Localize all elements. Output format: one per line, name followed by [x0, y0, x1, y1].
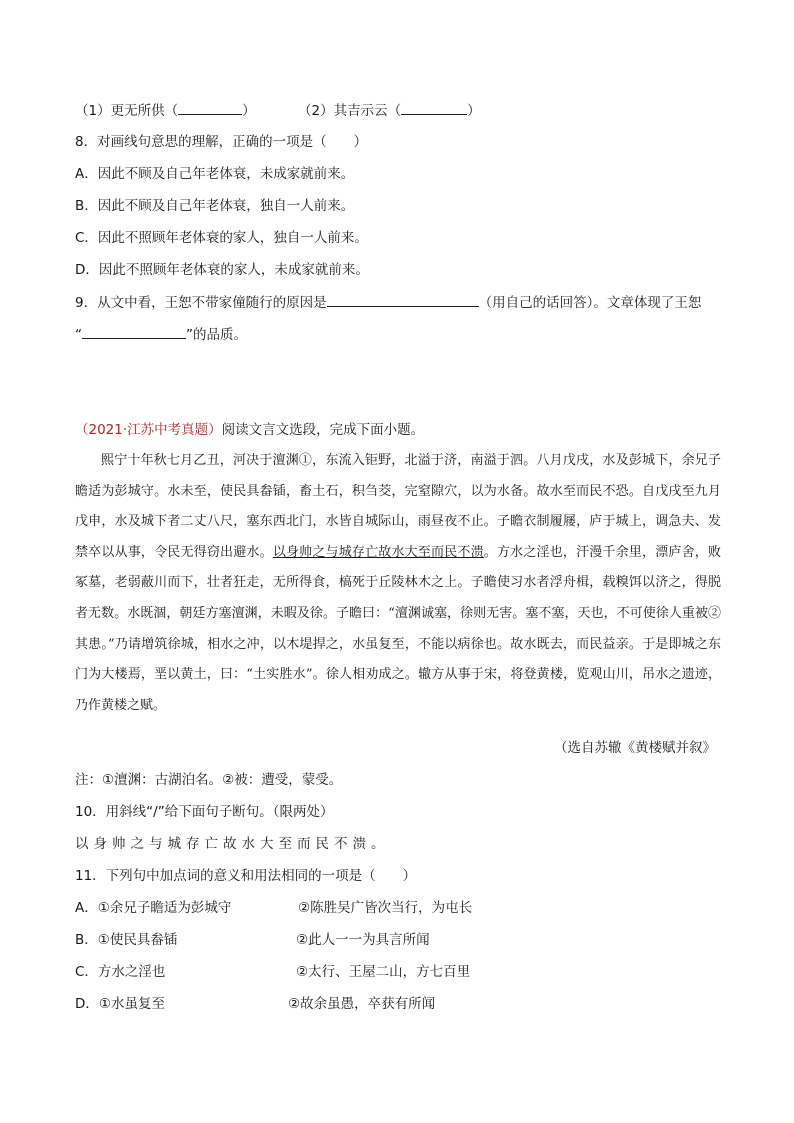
passage-source: （选自苏辙《黄楼赋并叙》	[554, 740, 716, 756]
answer-blank[interactable]	[327, 292, 479, 307]
q10-stem: 10．用斜线“/”给下面句子断句。（限两处）	[75, 804, 334, 820]
q8-option-b[interactable]: B．因此不顾及自己年老体衰，独自一人前来。	[75, 198, 355, 214]
q11-b-part1: B．①使民具畚锸	[75, 932, 178, 948]
answer-blank[interactable]	[82, 324, 186, 339]
section-intro: 阅读文言文选段，完成下面小题。	[221, 422, 425, 438]
q7-items	[75, 100, 256, 121]
section-heading	[75, 420, 424, 440]
underlined-sentence: 以身帅之与城存亡故水大至而民不溃	[272, 544, 484, 560]
passage-text: 熙宁十年秋七月乙丑，河决于澶渊①，东流入钜野，北溢于济，南溢于泗。八月戊戌，水及彭城下，余兄子瞻适为彭城守。水未至，使民具畚锸，畜土石，积刍茭，完窒隙穴，以为水备。故水至而民不恐。自戊戌至九月戊申，水及城下者二丈八尺，塞东西北门，水皆自城际山，雨昼夜不止。子瞻衣制履屦，庐于城上，调急夫、发禁卒以从事，令民无得窃出避水。	[75, 453, 721, 560]
annotation-note: 注：①澶渊：古湖泊名。②被：遭受，蒙受。	[75, 772, 343, 788]
q11-a-part2: ②陈胜吴广皆次当行，为屯长	[298, 900, 473, 916]
q9-quote-open: “	[75, 327, 82, 343]
q8-option-d[interactable]: D．因此不照顾年老体衰的家人，未成家就前来。	[75, 262, 369, 278]
q11-c-part2: ②太行、王屋二山，方七百里	[296, 964, 471, 980]
answer-blank[interactable]	[178, 100, 242, 115]
passage-text-continued: 。方水之淫也，汗漫千余里，漂庐舍，败冢墓，老弱蔽川而下，壮者狂走，无所得食，槁死于丘陵林木之上。子瞻使习水者浮舟楫，载糗饵以济之，得脱者无数。水既涸，朝廷方塞澶渊，未暇及徐。子瞻曰：“澶渊诚塞，徐则无害。塞不塞，天也，不可使徐人重被②其患。”乃请增筑徐城，相水之冲，以木堤捍之，水虽复至，不能以病徐也。故水既去，而民益亲。于是即城之东门为大楼焉，垩以黄土，曰：“土实胜水”。徐人相劝成之。辙方从事于宋，将登黄楼，览观山川，吊水之遗迹，乃作黄楼之赋。	[75, 544, 721, 713]
q8-stem: 8．对画线句意思的理解，正确的一项是（ ）	[75, 134, 368, 150]
q7-item2	[298, 100, 481, 121]
q7-item1-close: ）	[242, 103, 256, 119]
q7-item1-text: （1）更无所供（	[75, 103, 179, 119]
q10-sentence: 以身帅之与城存亡故水大至而民不溃。	[75, 836, 390, 852]
exam-source-tag: （2021·江苏中考真题）	[75, 422, 222, 438]
q11-option-a[interactable]	[75, 898, 231, 918]
q11-a-part1: A．①余兄子瞻适为彭城守	[75, 900, 232, 916]
q11-d-part2: ②故余虽愚，卒获有所闻	[288, 996, 436, 1012]
q11-stem: 11．下列句中加点词的意义和用法相同的一项是（ ）	[75, 868, 417, 884]
q11-d-part1: D．①水虽复至	[75, 996, 165, 1012]
q11-option-d[interactable]	[75, 994, 165, 1014]
q9-middle: （用自己的话回答）。文章体现了王恕	[478, 295, 702, 311]
q7-item2-text: （2）其吉示云（	[298, 103, 402, 119]
q11-option-b[interactable]	[75, 930, 177, 950]
q11-c-part1: C．方水之淫也	[75, 964, 166, 980]
q9-line2	[75, 324, 247, 345]
answer-blank[interactable]	[401, 100, 467, 115]
q8-option-c[interactable]: C．因此不照顾年老体衰的家人，独自一人前来。	[75, 230, 368, 246]
classical-passage	[75, 446, 721, 721]
q9-prefix: 9．从文中看，王恕不带家僮随行的原因是	[75, 295, 327, 311]
q9-line1	[75, 292, 701, 313]
q7-item2-close: ）	[467, 103, 481, 119]
q9-suffix: ”的品质。	[186, 327, 247, 343]
q8-option-a[interactable]: A．因此不顾及自己年老体衰，未成家就前来。	[75, 166, 355, 182]
q11-option-c[interactable]	[75, 962, 165, 982]
q11-b-part2: ②此人一一为具言所闻	[296, 932, 430, 948]
